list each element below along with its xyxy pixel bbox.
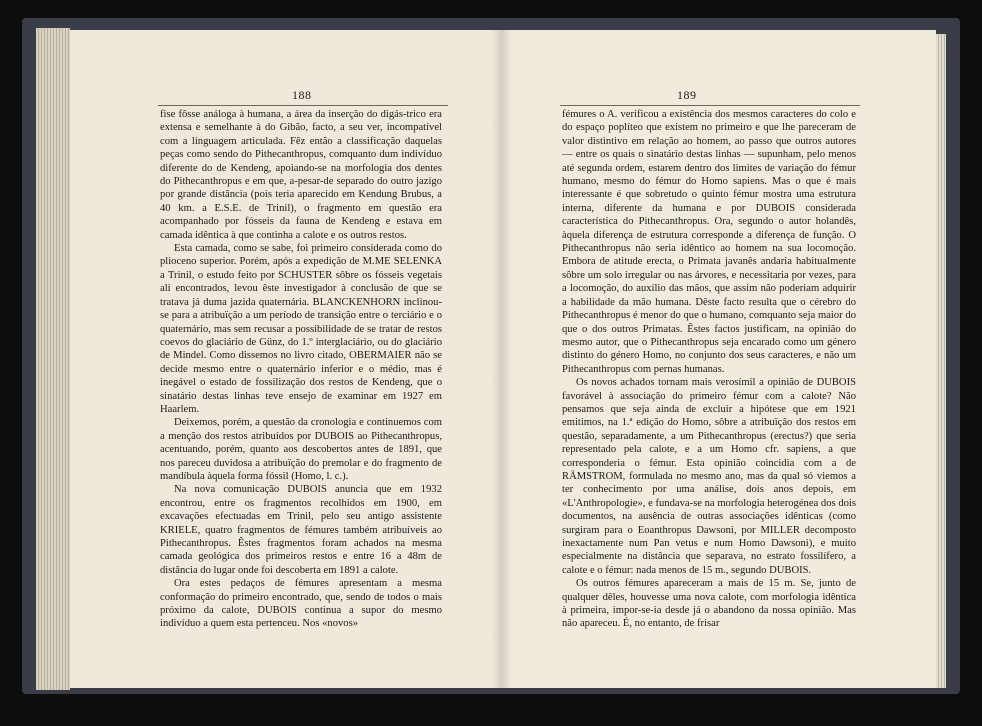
header-rule	[158, 105, 448, 106]
paragraph: Na nova comunicação DUBOIS anuncia que em 1932 encontrou, entre os fragmentos recolhidos em 1900, em excavações efectuadas em Trinil, pelo seu antigo assistente KRIELE, quatro fragmentos de fémures também atribuíveis ao Pithecanthropus. Êstes fragmentos foram achados na mesma camada geológica dos primeiros restos e entre 16 a 48m de distância do lugar onde foi descoberta em 1891 a calote.	[160, 484, 442, 576]
page-edges-left	[36, 28, 70, 690]
paragraph: Os outros fémures apareceram a mais de 15 m. Se, junto de qualquer dêles, houvesse uma nova calote, com morfologia idêntica à primeira, impor-se-ia desde já o abandono da nossa opinião. Mas não apareceu. É, no entanto, de frisar	[562, 578, 856, 630]
left-page	[70, 30, 503, 688]
paragraph: Esta camada, como se sabe, foi primeiro considerada como do plioceno superior. Porém, após a expedição de M.ME SELENKA a Trinil, o estudo feito por SCHUSTER sôbre os fósseis vegetais ali encontrados, levou êste investigador à conclusão de que se tratava já duma jazida quaternária. BLANCKENHORN inclinou-se para a atribuïção a um período de transição entre o terciário e o quaternário, mas sem recusar a possibilidade de se tratar de restos coevos do glaciário de Günz, do 1.º interglaciário, ou do glaciário de Mindel. Como dissemos no livro citado, OBERMAIER não se decide mesmo entre o quaternário inferior e o médio, mas é inegável o estado de fossilização dos restos de Kendeng, que o sinatário destas linhas teve ensejo de examinar em 1927 em Haarlem.	[160, 243, 442, 415]
page-edges-right	[936, 34, 946, 688]
page-number: 189	[677, 88, 697, 102]
page-body	[160, 108, 442, 631]
paragraph: fise fôsse análoga à humana, a área da inserção do digás-trico era extensa e semelhante à do Gibão, facto, a seu ver, incompatível com a linguagem articulada. Fêz então a classificação daquelas peças como sendo do Pithecanthropus, comquanto dum indivíduo diferente do de Kendeng, apoiando-se na morfologia dos dentes do Pithecanthropus e em que, a-pesar-de separado do outro jazigo por grande distância (pois teria aparecido em Kendung Brubus, a 40 km. a E.S.E. de Trinil), o fragmento em questão era acompanhado por fósseis da fauna de Kendeng e estava em camada idêntica à que continha a calote e os outros restos.	[160, 109, 442, 241]
header-rule	[560, 105, 860, 106]
page-body	[562, 108, 856, 631]
paragraph: Deixemos, porém, a questão da cronologia e continuemos com a menção dos restos atribuídos por DUBOIS ao Pithecanthropus, acentuando, porém, quanto aos descobertos antes de 1891, que nos pareceu duvidosa a atribuïção do premolar e do fragmento de mandíbula àquela forma fóssil (Homo, l. c.).	[160, 417, 442, 482]
right-page	[502, 30, 936, 688]
paragraph: Ora estes pedaços de fémures apresentam a mesma conformação do primeiro encontrado, que, sendo de todos o mais próximo da calote, DUBOIS continua a supor do mesmo indivíduo a quem esta pertenceu. Nos «novos»	[160, 578, 442, 630]
paragraph: fémures o A. verificou a existência dos mesmos caracteres do colo e do espaço poplíteo que existem no primeiro e que lhe pareceram de valor distintivo em relação ao homem, ao passo que outros autores — entre os quais o sinatário destas linhas — supunham, pelo menos até segunda ordem, estarem dentro dos limites de variação do fémur humano, mesmo do fémur do Homo sapiens. Mas o que é mais interessante é que sobretudo o quinto fémur mostra uma estrutura interna, diferente da humana e por DUBOIS considerada característica do Pithecanthropus. Ora, segundo o autor holandês, àquela diferença de estrutura corresponde a diferença de função. O Pithecanthropus não seria idêntico ao homem na sua locomoção. Embora de atitude erecta, o Primata javanês andaria habitualmente sôbre um solo irregular ou nas árvores, e necessitaria por vezes, para a locomoção, do auxílio das mãos, que assim não poderiam adquirir a habilidade da mão humana. Dêste facto resulta que o cérebro do Pithecanthropus é menor do que o humano, comquanto seja maior do que o dos outros Primatas. Êstes factos justificam, na opinião do mesmo autor, que o Pithecanthropus seja encarado como um género distinto do género Homo, no conjunto dos seus caracteres, e não um Pithecanthropus com pernas humanas.	[562, 109, 856, 375]
book-gutter	[492, 30, 512, 688]
paragraph: Os novos achados tornam mais verosímil a opinião de DUBOIS favorável à associação do primeiro fémur com a calote? Não pensamos que seja ainda de excluir a hipótese que em 1921 emitimos, na 1.ª edição do Homo, sôbre a atribuïção dos restos em questão, separadamente, a um Pithecanthropus (erectus?) que seria representado pela calote, e a um Homo cfr. sapiens, a que corresponderia o fémur. Esta opinião coincidia com a de RÄMSTROM, formulada no mesmo ano, mas da qual só viemos a ter conhecimento por uma análise, dois anos depois, em «L'Anthropologie», e fundava-se na morfologia heterogénea dos dois documentos, na ausência de outras associações idênticas (como surgiram para o Eoanthropus Dawsoni, por MILLER decomposto inexactamente num Pan vetus e num Homo Dawsoni), e muito especialmente na distância que separava, no estrato fossilífero, a calote e o fémur: nada menos de 15 m., segundo DUBOIS.	[562, 377, 856, 576]
page-number: 188	[292, 88, 312, 102]
